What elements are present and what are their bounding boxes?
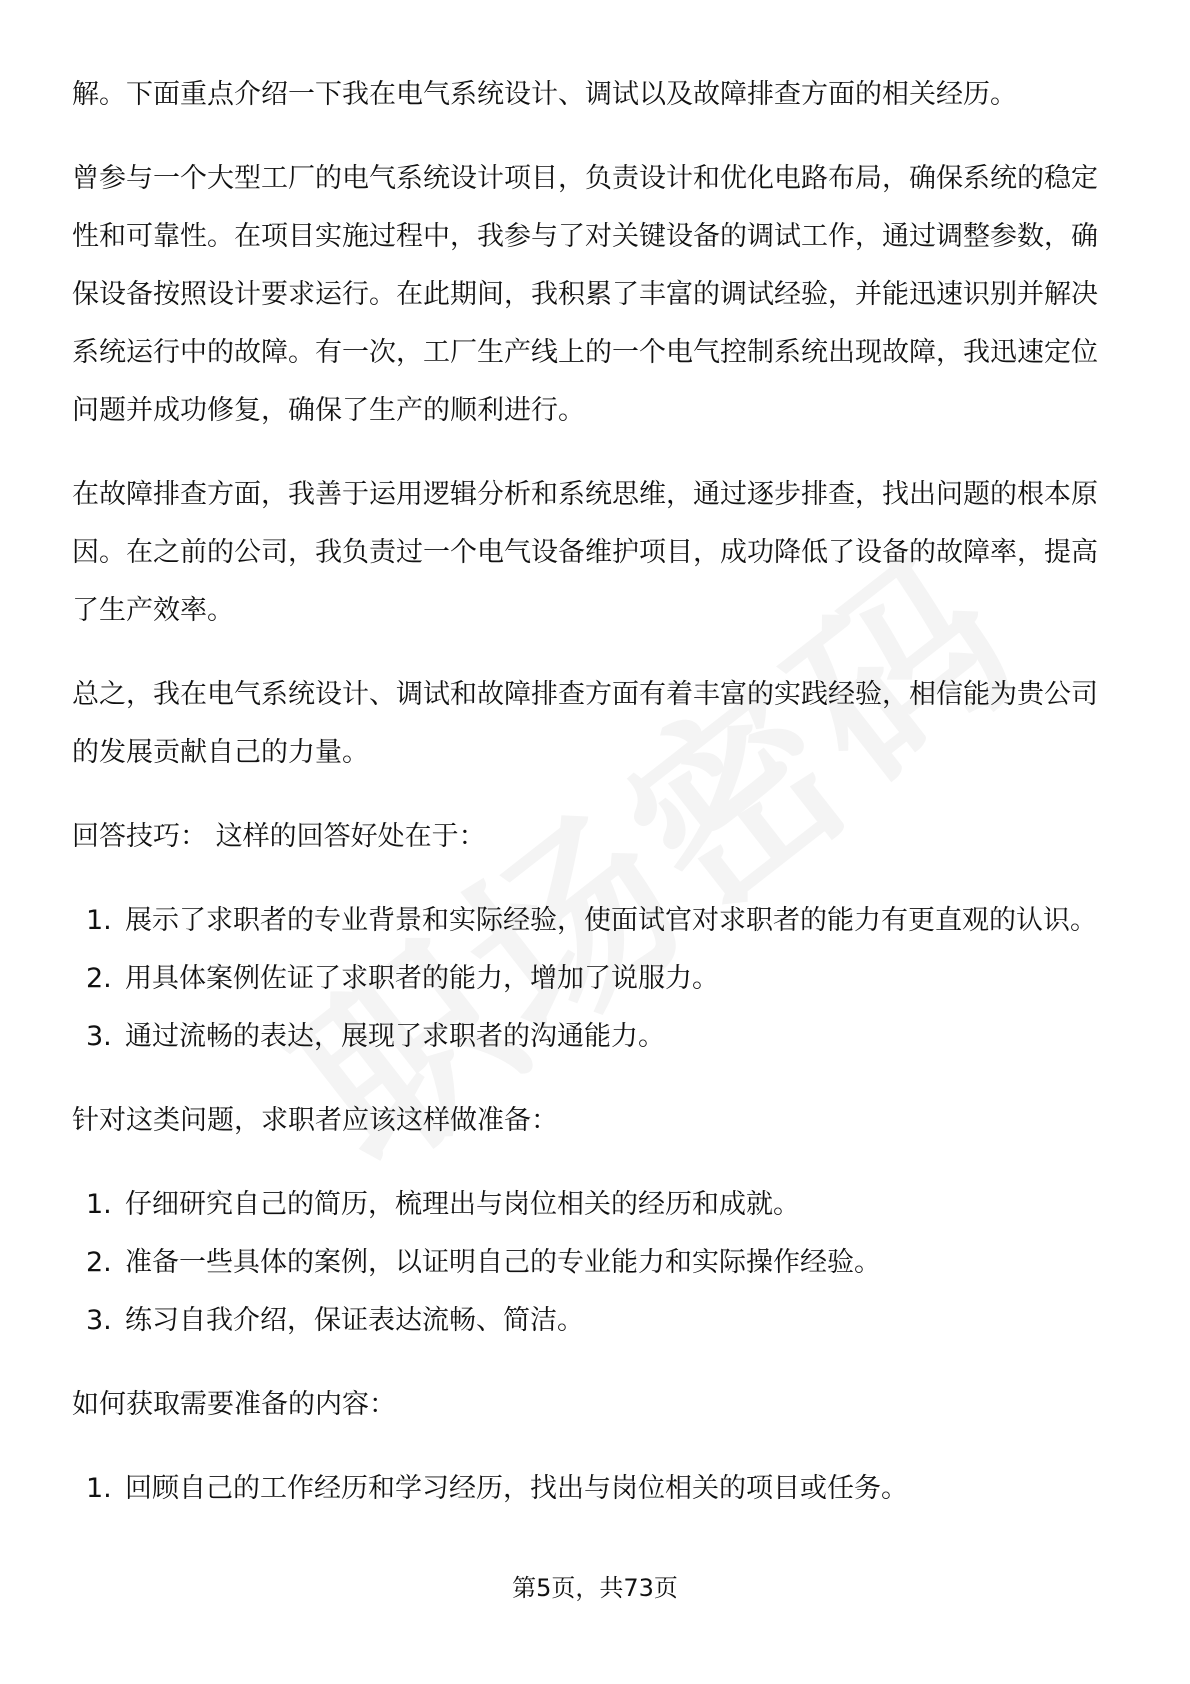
tips-list bbox=[72, 892, 1118, 1066]
paragraph-troubleshooting: 在故障排查方面，我善于运用逻辑分析和系统思维，通过逐步排查，找出问题的根本原因。在之前的公司，我负责过一个电气设备维护项目，成功降低了设备的故障率，提高了生产效率。 bbox=[72, 479, 1098, 626]
list-item-text: 准备一些具体的案例，以证明自己的专业能力和实际操作经验。 bbox=[125, 1247, 881, 1278]
list-item bbox=[72, 950, 1118, 1008]
list-item bbox=[72, 1234, 1118, 1292]
list-item bbox=[72, 1460, 1118, 1518]
list-item-text: 展示了求职者的专业背景和实际经验，使面试官对求职者的能力有更直观的认识。 bbox=[125, 905, 1097, 936]
list-item bbox=[72, 1176, 1118, 1234]
list-item bbox=[72, 1008, 1118, 1066]
paragraph-design-experience: 曾参与一个大型工厂的电气系统设计项目，负责设计和优化电路布局，确保系统的稳定性和可靠性。在项目实施过程中，我参与了对关键设备的调试工作，通过调整参数，确保设备按照设计要求运行。在此期间，我积累了丰富的调试经验，并能迅速识别并解决系统运行中的故障。有一次，工厂生产线上的一个电气控制系统出现故障，我迅速定位问题并成功修复，确保了生产的顺利进行。 bbox=[72, 163, 1098, 426]
prep-heading: 针对这类问题，求职者应该这样做准备： bbox=[72, 1105, 558, 1136]
list-item-text: 通过流畅的表达，展现了求职者的沟通能力。 bbox=[125, 1021, 665, 1052]
list-item-number: 1. bbox=[86, 1473, 112, 1504]
paragraph-summary: 总之，我在电气系统设计、调试和故障排查方面有着丰富的实践经验，相信能为贵公司的发展贡献自己的力量。 bbox=[72, 679, 1098, 768]
howto-heading: 如何获取需要准备的内容： bbox=[72, 1389, 396, 1420]
list-item-number: 3. bbox=[86, 1305, 112, 1336]
list-item-number: 3. bbox=[86, 1021, 112, 1052]
tips-heading: 回答技巧： 这样的回答好处在于： bbox=[72, 821, 486, 852]
list-item-number: 1. bbox=[86, 1189, 112, 1220]
prep-list bbox=[72, 1176, 1118, 1350]
list-item-number: 2. bbox=[86, 1247, 112, 1278]
paragraph-intro: 解。下面重点介绍一下我在电气系统设计、调试以及故障排查方面的相关经历。 bbox=[72, 79, 1017, 110]
list-item bbox=[72, 1292, 1118, 1350]
list-item bbox=[72, 892, 1118, 950]
list-item-text: 用具体案例佐证了求职者的能力，增加了说服力。 bbox=[125, 963, 719, 994]
list-item-number: 1. bbox=[86, 905, 112, 936]
list-item-text: 练习自我介绍，保证表达流畅、简洁。 bbox=[125, 1305, 584, 1336]
list-item-text: 回顾自己的工作经历和学习经历，找出与岗位相关的项目或任务。 bbox=[125, 1473, 908, 1504]
howto-list bbox=[72, 1460, 1118, 1518]
page-content bbox=[72, 66, 1118, 1544]
page-number-footer: 第5页，共73页 bbox=[512, 1574, 678, 1602]
list-item-number: 2. bbox=[86, 963, 112, 994]
list-item-text: 仔细研究自己的简历，梳理出与岗位相关的经历和成就。 bbox=[125, 1189, 800, 1220]
